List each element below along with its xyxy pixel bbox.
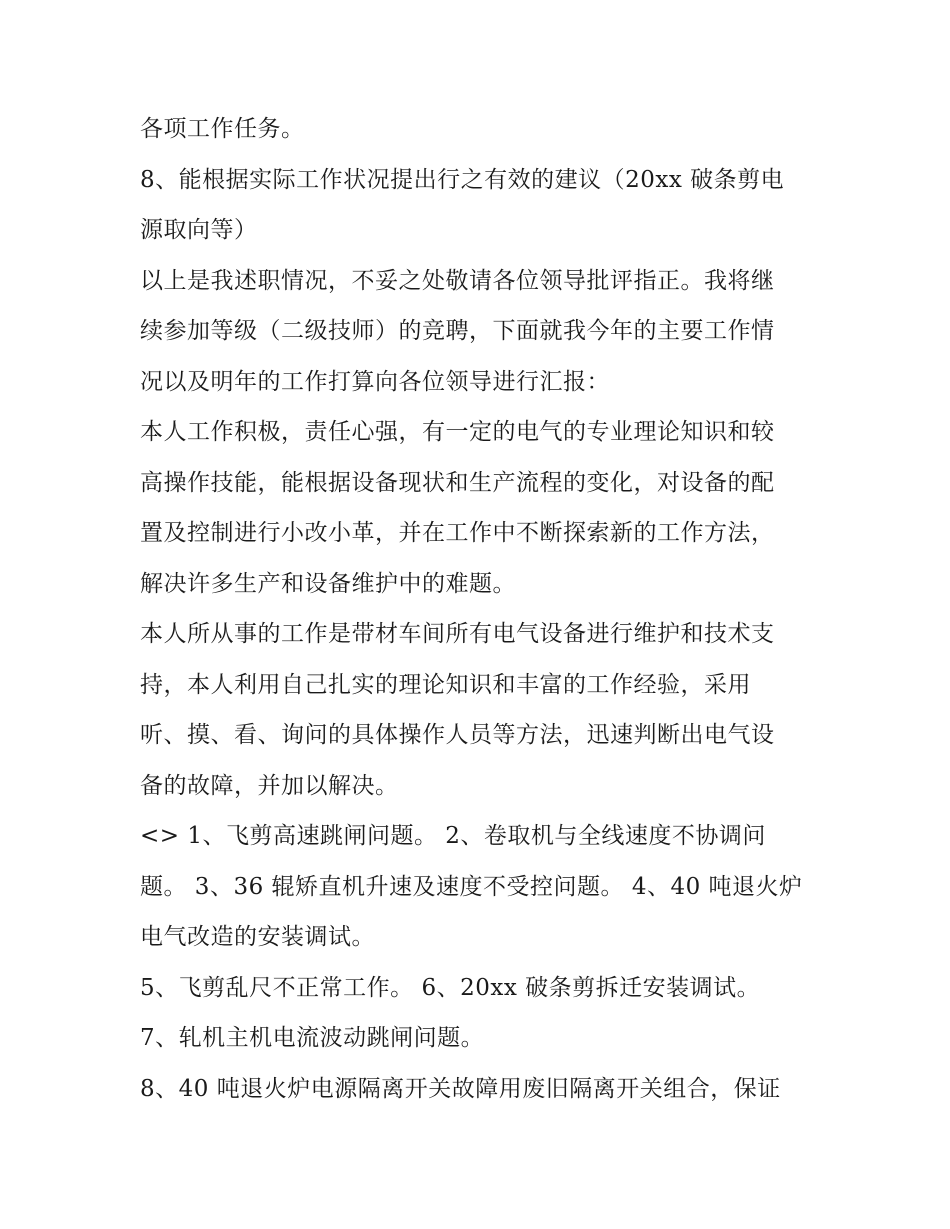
document-page xyxy=(140,104,810,1114)
text-line: 听、摸、看、询问的具体操作人员等方法，迅速判断出电气设 xyxy=(140,722,775,748)
text-line: 电气改造的安装调试。 xyxy=(140,924,375,950)
text-line: 解决许多生产和设备维护中的难题。 xyxy=(140,570,516,597)
text-line: 源取向等） xyxy=(140,217,258,243)
text-line: 高操作技能，能根据设备现状和生产流程的变化，对设备的配 xyxy=(140,469,775,496)
text-line: 本人所从事的工作是带材车间所有电气设备进行维护和技术支 xyxy=(140,621,775,647)
text-line: 题。 3、36 辊矫直机升速及速度不受控问题。 4、40 吨退火炉 xyxy=(140,873,803,900)
text-line: 5、飞剪乱尺不正常工作。 6、20xx 破条剪拆迁安装调试。 xyxy=(140,974,761,1001)
text-line: 7、轧机主机电流波动跳闸问题。 xyxy=(140,1025,485,1051)
text-line: 况以及明年的工作打算向各位领导进行汇报： xyxy=(140,368,610,395)
text-line: 续参加等级（二级技师）的竞聘，下面就我今年的主要工作情 xyxy=(140,318,775,344)
text-line: 置及控制进行小改小革，并在工作中不断探索新的工作方法， xyxy=(140,520,775,546)
text-line: 持，本人利用自己扎实的理论知识和丰富的工作经验，采用 xyxy=(140,671,751,698)
text-line: 各项工作任务。 xyxy=(140,116,305,142)
text-line: 8、40 吨退火炉电源隔离开关故障用废旧隔离开关组合，保证 xyxy=(140,1075,781,1102)
text-line: 8、能根据实际工作状况提出行之有效的建议（20xx 破条剪电 xyxy=(140,166,785,193)
text-line: 本人工作积极，责任心强，有一定的电气的专业理论知识和较 xyxy=(140,419,775,445)
text-line: <> 1、飞剪高速跳闸问题。 2、卷取机与全线速度不协调问 xyxy=(140,823,766,849)
text-line: 备的故障，并加以解决。 xyxy=(140,772,399,799)
text-line: 以上是我述职情况，不妥之处敬请各位领导批评指正。我将继 xyxy=(140,267,775,294)
